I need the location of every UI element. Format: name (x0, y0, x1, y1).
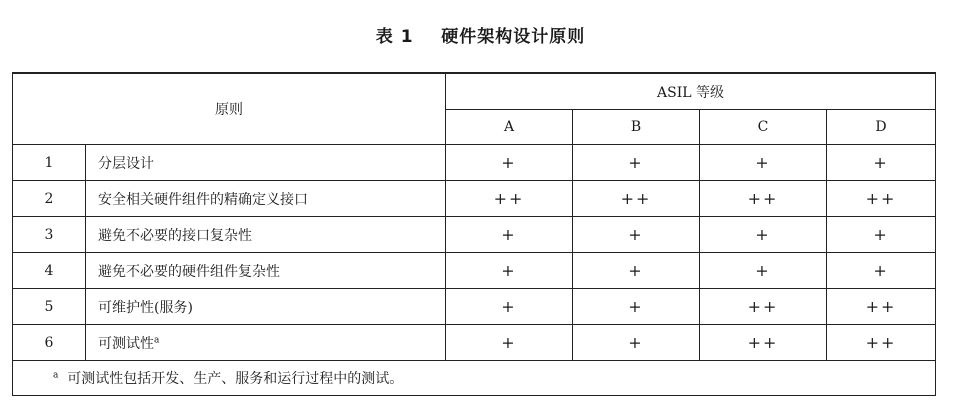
principle-name (86, 325, 446, 361)
row-number: 1 (13, 145, 86, 181)
table-row (13, 289, 936, 325)
row-number: 6 (13, 325, 86, 361)
principle-name-text: 可测试性 (98, 335, 154, 352)
asil-b-mark: + (573, 289, 700, 325)
asil-a-header: A (446, 110, 573, 145)
asil-d-mark: + (827, 217, 936, 253)
table-row (13, 253, 936, 289)
asil-a-mark: + (446, 325, 573, 361)
asil-d-mark: + (827, 253, 936, 289)
asil-a-mark: + (446, 145, 573, 181)
asil-c-mark: ++ (700, 181, 827, 217)
asil-d-mark: ++ (827, 325, 936, 361)
principle-name: 避免不必要的硬件组件复杂性 (86, 253, 446, 289)
principle-name: 避免不必要的接口复杂性 (86, 217, 446, 253)
asil-b-mark: + (573, 217, 700, 253)
asil-level-header: ASIL 等级 (446, 73, 936, 110)
asil-c-mark: + (700, 253, 827, 289)
table-row (13, 145, 936, 181)
principle-name: 安全相关硬件组件的精确定义接口 (86, 181, 446, 217)
asil-b-header: B (573, 110, 700, 145)
asil-a-mark: + (446, 217, 573, 253)
table-footnote (13, 361, 936, 396)
asil-a-mark: + (446, 253, 573, 289)
asil-b-mark: + (573, 325, 700, 361)
footnote-text: 可测试性包括开发、生产、服务和运行过程中的测试。 (67, 371, 404, 387)
asil-d-header: D (827, 110, 936, 145)
asil-d-mark: ++ (827, 289, 936, 325)
principle-header: 原则 (13, 73, 446, 145)
asil-b-mark: ++ (573, 181, 700, 217)
footnote-ref: a (154, 334, 160, 345)
asil-b-mark: + (573, 145, 700, 181)
row-number: 2 (13, 181, 86, 217)
asil-c-mark: + (700, 145, 827, 181)
asil-c-header: C (700, 110, 827, 145)
table-row (13, 217, 936, 253)
table-row (13, 181, 936, 217)
asil-d-mark: ++ (827, 181, 936, 217)
asil-c-mark: ++ (700, 325, 827, 361)
asil-a-mark: + (446, 289, 573, 325)
footnote-mark: a (53, 370, 59, 381)
asil-c-mark: ++ (700, 289, 827, 325)
design-principles-table (12, 72, 936, 396)
table-title: 表 1 硬件架构设计原则 (375, 27, 586, 47)
asil-c-mark: + (700, 217, 827, 253)
row-number: 3 (13, 217, 86, 253)
table-row (13, 325, 936, 361)
principle-name: 分层设计 (86, 145, 446, 181)
asil-a-mark: ++ (446, 181, 573, 217)
row-number: 4 (13, 253, 86, 289)
principle-name: 可维护性(服务) (86, 289, 446, 325)
asil-d-mark: + (827, 145, 936, 181)
asil-b-mark: + (573, 253, 700, 289)
row-number: 5 (13, 289, 86, 325)
